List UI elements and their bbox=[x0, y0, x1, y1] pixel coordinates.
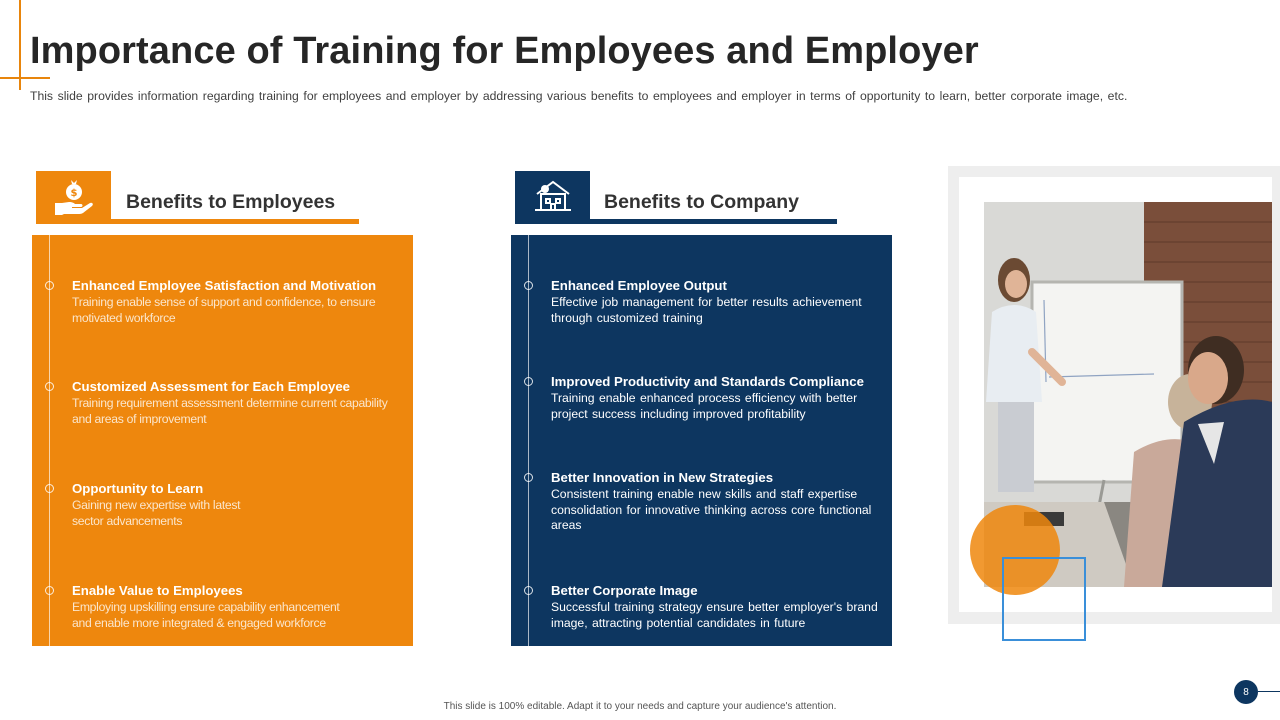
footer-note: This slide is 100% editable. Adapt it to your needs and capture your audience's attention. bbox=[443, 701, 837, 712]
company-building-icon bbox=[515, 171, 590, 221]
slide-subtitle: This slide provides information regarding training for employees and employer by addressing various benefits to employees and employer in terms of opportunity to learn, better corporate image, etc. bbox=[30, 89, 1128, 103]
item-title: Enhanced Employee Output bbox=[551, 278, 727, 293]
item-desc: Employing upskilling ensure capability enhancement and enable more integrated & engaged workforce bbox=[72, 600, 340, 630]
item-title: Enable Value to Employees bbox=[72, 583, 243, 598]
timeline-dot bbox=[45, 281, 54, 290]
page-number-badge: 8 bbox=[1234, 680, 1258, 704]
item-title: Opportunity to Learn bbox=[72, 481, 204, 496]
svg-text:$: $ bbox=[70, 188, 77, 199]
timeline-dot bbox=[524, 586, 533, 595]
timeline-line bbox=[49, 235, 50, 646]
money-bag-hand-icon bbox=[36, 171, 111, 221]
item-desc: Consistent training enable new skills and staff expertise consolidation for innovative thinking across core functional areas bbox=[551, 487, 872, 532]
page-number-line bbox=[1258, 691, 1280, 692]
timeline-dot bbox=[45, 586, 54, 595]
item-desc: Training requirement assessment determine current capability and areas of improvement bbox=[72, 396, 388, 426]
employees-header-underline bbox=[36, 219, 359, 224]
item-title: Better Innovation in New Strategies bbox=[551, 470, 774, 485]
timeline-dot bbox=[524, 281, 533, 290]
timeline-line bbox=[528, 235, 529, 646]
corner-accent-horizontal bbox=[0, 77, 50, 79]
item-desc: Effective job management for better results achievement through customized training bbox=[551, 295, 862, 325]
item-title: Improved Productivity and Standards Compliance bbox=[551, 374, 864, 389]
item-desc: Successful training strategy ensure better employer's brand image, attracting potential candidates in future bbox=[551, 600, 878, 630]
company-header-underline bbox=[515, 219, 837, 224]
decorative-blue-square bbox=[1002, 557, 1086, 641]
item-desc: Gaining new expertise with latest sector advancements bbox=[72, 498, 241, 528]
timeline-dot bbox=[45, 484, 54, 493]
item-desc: Training enable enhanced process efficiency with better project success including improved profitability bbox=[551, 391, 858, 421]
item-title: Customized Assessment for Each Employee bbox=[72, 379, 350, 394]
company-benefits-panel bbox=[511, 235, 892, 646]
item-desc: Training enable sense of support and confidence, to ensure motivated workforce bbox=[72, 295, 376, 325]
timeline-dot bbox=[45, 382, 54, 391]
slide-title: Importance of Training for Employees and Employer bbox=[30, 30, 979, 72]
employees-benefits-panel bbox=[32, 235, 413, 646]
item-title: Enhanced Employee Satisfaction and Motivation bbox=[72, 278, 377, 293]
company-heading: Benefits to Company bbox=[604, 191, 800, 213]
timeline-dot bbox=[524, 377, 533, 386]
timeline-dot bbox=[524, 473, 533, 482]
employees-heading: Benefits to Employees bbox=[126, 191, 336, 213]
item-title: Better Corporate Image bbox=[551, 583, 698, 598]
